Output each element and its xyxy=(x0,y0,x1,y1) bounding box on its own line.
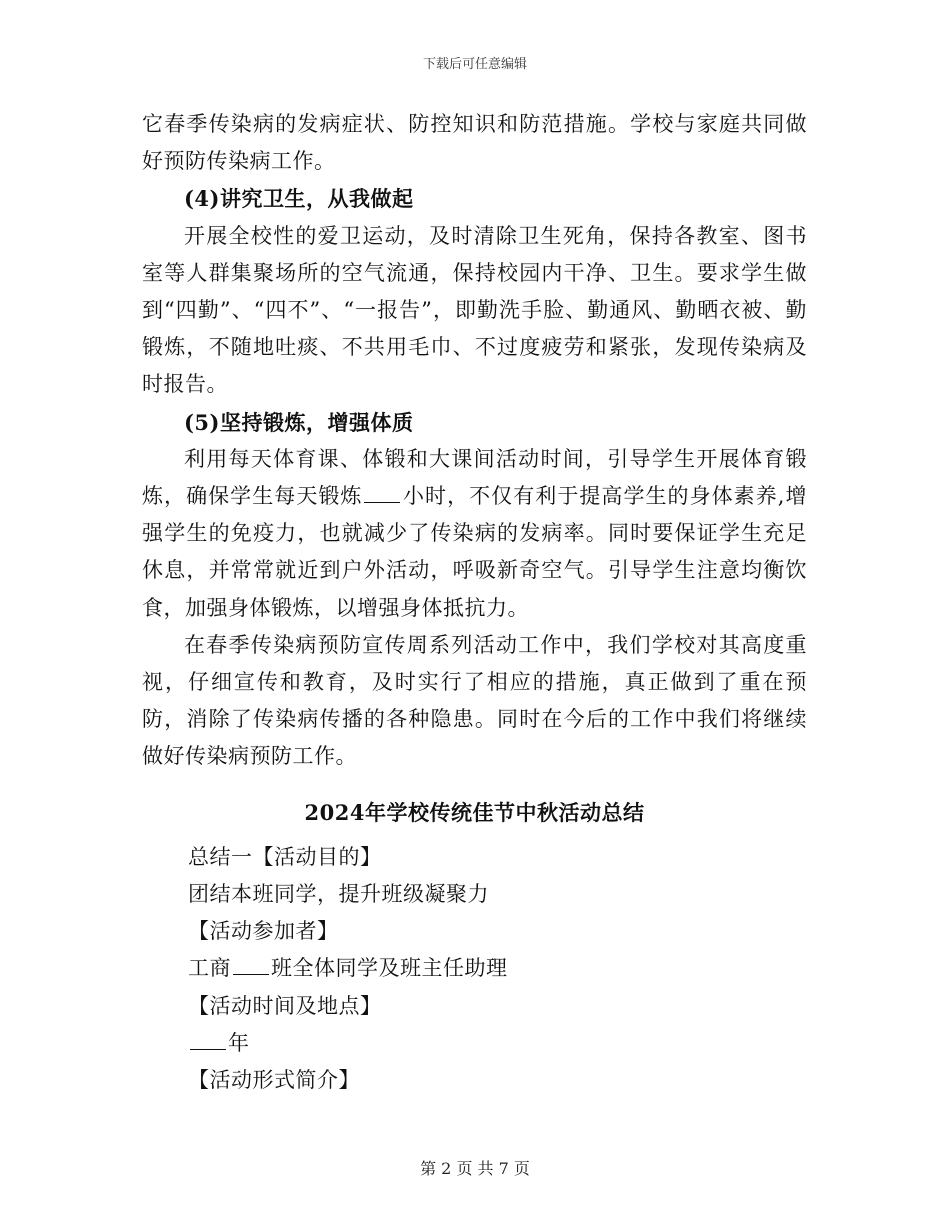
paragraph-summary: 在春季传染病预防宣传周系列活动工作中，我们学校对其高度重视，仔细宣传和教育，及时实行了相应的措施，真正做到了重在预防，消除了传染病传播的各种隐患。同时在今后的工作中我们将继续做好传染病预防工作。 xyxy=(142,632,807,769)
page-footer: 第 2 页 共 7 页 xyxy=(420,1159,530,1178)
participants-text-part1: 工商 xyxy=(188,956,231,981)
section-title: 2024年学校传统佳节中秋活动总结 xyxy=(304,799,645,825)
blank-underline xyxy=(233,973,269,975)
paragraph-exercise xyxy=(142,441,807,627)
paragraph-continuation: 它春季传染病的发病症状、防控知识和防范措施。学校与家庭共同做好预防传染病工作。 xyxy=(142,112,807,174)
activity-purpose-text: 团结本班同学，提升班级凝聚力 xyxy=(188,882,489,907)
participants-text-part2: 班全体同学及班主任助理 xyxy=(271,956,508,981)
heading-exercise: (5)坚持锻炼，增强体质 xyxy=(184,409,414,435)
blank-underline xyxy=(190,1048,226,1050)
year-text: 年 xyxy=(228,1030,250,1055)
activity-form-heading: 【活动形式简介】 xyxy=(188,1068,360,1093)
participants-heading: 【活动参加者】 xyxy=(188,919,339,944)
time-place-heading: 【活动时间及地点】 xyxy=(188,993,382,1018)
paragraph-hygiene: 开展全校性的爱卫运动，及时清除卫生死角，保持各教室、图书室等人群集聚场所的空气流通，保持校园内干净、卫生。要求学生做到“四勤”、“四不”、“一报告”，即勤洗手脸、勤通风、勤晒衣被、勤锻炼，不随地吐痰、不共用毛巾、不过度疲劳和紧张，发现传染病及时报告。 xyxy=(142,223,807,397)
blank-underline xyxy=(364,501,400,503)
page-header: 下载后可任意编辑 xyxy=(422,57,527,72)
participants-text xyxy=(142,950,807,987)
paragraph-exercise-part1: 利用每天体育课、体锻和大课间活动时间，引导学生开展体育锻炼，确保学生每天锻炼 xyxy=(142,446,807,509)
paragraph-exercise-part2: 小时，不仅有利于提高学生的身体素养,增强学生的免疫力，也就减少了传染病的发病率。同时要保证学生充足休息，并常常就近到户外活动，呼吸新奇空气。引导学生注意均衡饮食，加强身体锻炼，以增强身体抵抗力。 xyxy=(142,484,807,620)
year-line xyxy=(142,1025,807,1062)
heading-hygiene: (4)讲究卫生，从我做起 xyxy=(184,186,414,212)
activity-purpose-heading: 总结一【活动目的】 xyxy=(188,844,382,869)
document-body xyxy=(142,106,807,1099)
